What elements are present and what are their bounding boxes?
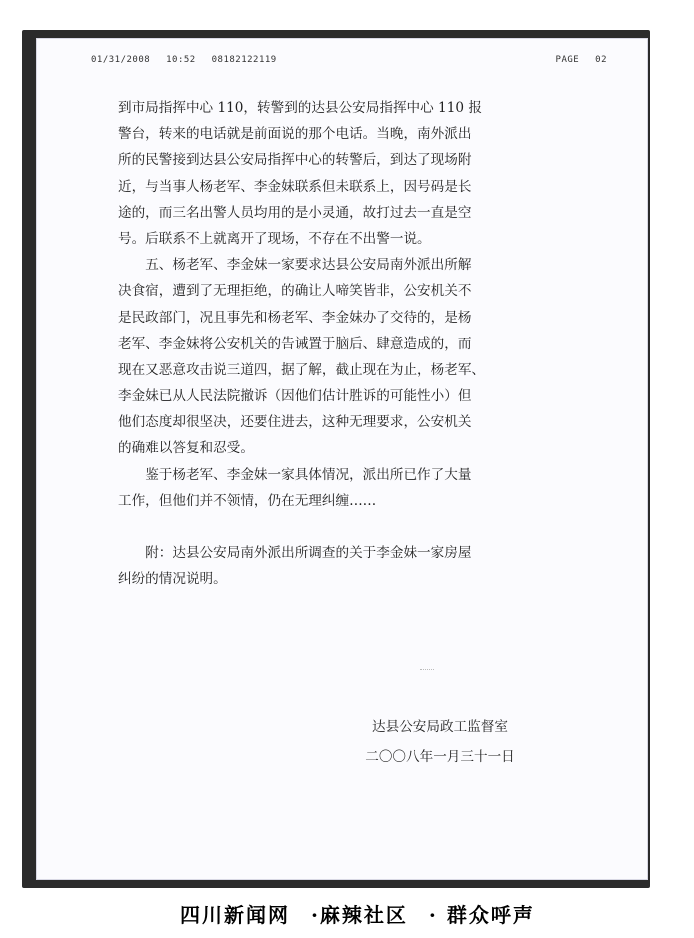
fax-number: 08182122119 bbox=[211, 55, 277, 65]
body-line: 李金妹已从人民法院撤诉（因他们估计胜诉的可能性小）但 bbox=[118, 388, 472, 405]
document-body bbox=[118, 95, 518, 592]
body-line: 是民政部门，况且事先和杨老军、李金妹办了交待的，是杨 bbox=[118, 309, 472, 326]
body-line: 近，与当事人杨老军、李金妹联系但未联系上，因号码是长 bbox=[118, 178, 472, 195]
signature-date: 二〇〇八年一月三十一日 bbox=[365, 749, 515, 765]
body-line: 他们态度却很坚决，还要住进去，这种无理要求，公安机关 bbox=[118, 414, 472, 431]
scan-mark bbox=[420, 669, 434, 671]
body-line: 鉴于杨老军、李金妹一家具体情况，派出所已作了大量 bbox=[145, 466, 472, 483]
footer-watermark bbox=[180, 898, 674, 932]
body-line: 所的民警接到达县公安局指挥中心的转警后，到达了现场附 bbox=[118, 152, 472, 169]
body-line: 工作，但他们并不领情，仍在无理纠缠…… bbox=[118, 492, 377, 509]
signature-org: 达县公安局政工监督室 bbox=[372, 719, 508, 735]
body-line: 老军、李金妹将公安机关的告诫置于脑后、肆意造成的，而 bbox=[118, 335, 472, 352]
footer-section: ·麻辣社区 bbox=[310, 903, 408, 927]
body-line: 警台，转来的电话就是前面说的那个电话。当晚，南外派出 bbox=[118, 126, 472, 143]
body-line: 的确难以答复和忍受。 bbox=[118, 440, 254, 457]
footer-site: 四川新闻网 bbox=[180, 903, 290, 927]
body-line: 到市局指挥中心 110，转警到的达县公安局指挥中心 110 报 bbox=[118, 100, 482, 116]
body-line: 途的，而三名出警人员均用的是小灵通，故打过去一直是空 bbox=[118, 204, 472, 221]
page-label: PAGE bbox=[555, 55, 580, 65]
body-line: 决食宿，遭到了无理拒绝，的确让人啼笑皆非，公安机关不 bbox=[118, 283, 472, 300]
attachment-line: 纠纷的情况说明。 bbox=[118, 571, 227, 588]
fax-date: 01/31/2008 bbox=[91, 55, 151, 65]
body-line: 五、杨老军、李金妹一家要求达县公安局南外派出所解 bbox=[145, 257, 472, 274]
footer-board: · 群众呼声 bbox=[428, 903, 535, 927]
body-line: 现在又恶意攻击说三道四，据了解，截止现在为止，杨老军、 bbox=[118, 361, 486, 378]
fax-time: 10:52 bbox=[166, 55, 196, 65]
attachment-line: 附：达县公安局南外派出所调查的关于李金妹一家房屋 bbox=[145, 545, 472, 561]
page-number: 02 bbox=[595, 55, 607, 65]
body-line: 号。后联系不上就离开了现场，不存在不出警一说。 bbox=[118, 230, 431, 247]
signature-block bbox=[340, 712, 540, 772]
